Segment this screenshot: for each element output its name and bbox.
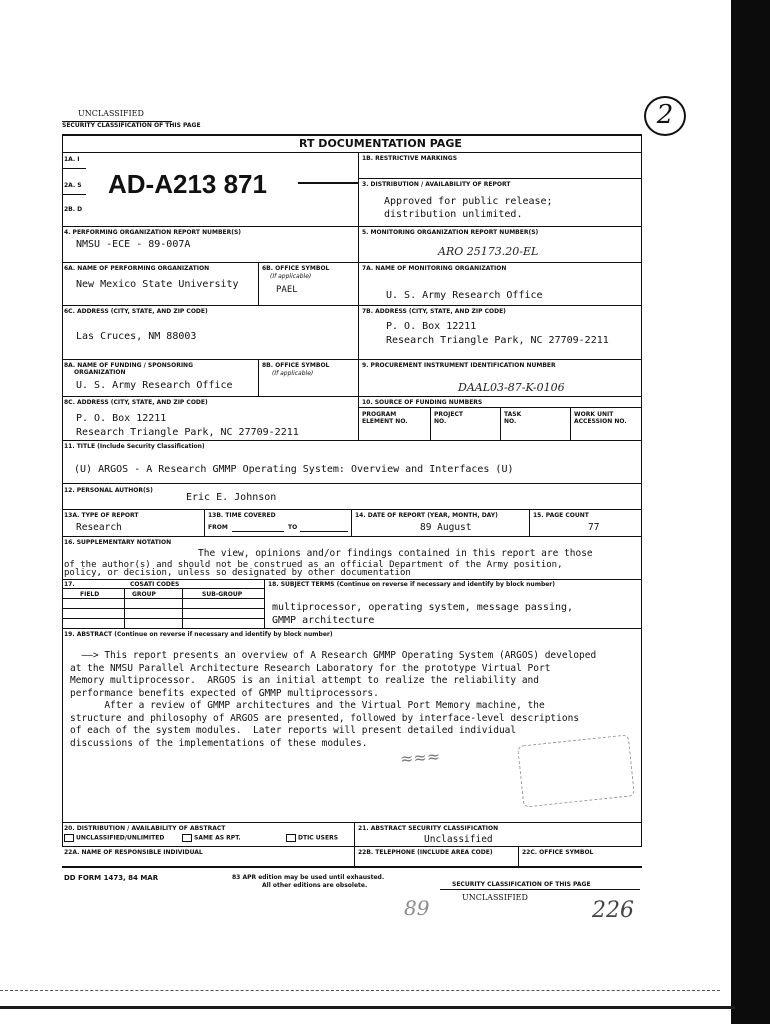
circled-number: 2 — [644, 96, 686, 136]
report-title: (U) ARGOS - A Research GMMP Operating System: Overview and Interfaces (U) — [74, 464, 514, 475]
field-3-label: 3. DISTRIBUTION / AVAILABILITY OF REPORT — [362, 181, 511, 188]
distribution-line-2: distribution unlimited. — [384, 209, 523, 220]
opt-same-as-rpt[interactable]: SAME AS RPT. — [182, 834, 241, 842]
report-date: 89 August — [420, 522, 472, 533]
monitoring-address-2: Research Triangle Park, NC 27709-2211 — [386, 335, 609, 346]
stamp-number-right: 226 — [592, 898, 634, 923]
checkbox-dtic-users[interactable] — [286, 834, 296, 842]
field-14-label: 14. DATE OF REPORT (YEAR, MONTH, DAY) — [355, 512, 498, 519]
field-18-label: 18. SUBJECT TERMS (Continue on reverse if necessary and identify by block number) — [268, 581, 556, 588]
procurement-number: DAAL03-87-K-0106 — [458, 381, 565, 394]
funding-address-2: Research Triangle Park, NC 27709-2211 — [76, 427, 299, 438]
task-header-2: NO. — [504, 418, 517, 425]
field-6c-label: 6C. ADDRESS (CITY, STATE, AND ZIP CODE) — [64, 308, 208, 315]
report-type: Research — [76, 522, 122, 533]
monitoring-address-1: P. O. Box 12211 — [386, 321, 477, 332]
form-title: RT DOCUMENTATION PAGE — [299, 137, 462, 150]
field-8a-label-2: ORGANIZATION — [74, 369, 126, 376]
time-to-label: TO — [288, 524, 298, 531]
field-6b-sub: (If applicable) — [270, 273, 312, 280]
checkbox-same-as-rpt[interactable] — [182, 834, 192, 842]
classification-label-top: SECURITY CLASSIFICATION OF THIS PAGE — [62, 122, 201, 129]
scan-dark-edge — [731, 0, 770, 1024]
supplementary-line-1: The view, opinions and/or findings contained in this report are those — [198, 548, 593, 559]
subject-terms-2: GMMP architecture — [272, 615, 375, 626]
field-13a-label: 13A. TYPE OF REPORT — [64, 512, 139, 519]
field-16-label: 16. SUPPLEMENTARY NOTATION — [64, 539, 172, 546]
performing-address: Las Cruces, NM 88003 — [76, 331, 197, 342]
program-element-header-2: ELEMENT NO. — [362, 418, 408, 425]
ad-number: AD-A213 871 — [108, 169, 267, 199]
work-unit-header: WORK UNIT — [574, 411, 614, 418]
opt-dtic-users[interactable]: DTIC USERS — [286, 834, 338, 842]
checkbox-unclassified[interactable] — [64, 834, 74, 842]
cosati-field-header: FIELD — [80, 591, 100, 598]
page-count: 77 — [588, 522, 600, 533]
scan-bottom-streak — [0, 990, 720, 991]
field-15-label: 15. PAGE COUNT — [533, 512, 589, 519]
monitoring-org: U. S. Army Research Office — [386, 290, 543, 301]
field-8b-sub: (If applicable) — [272, 370, 314, 377]
time-from-label: FROM — [208, 524, 228, 531]
field-22c-label: 22C. OFFICE SYMBOL — [522, 849, 594, 856]
field-4-label: 4. PERFORMING ORGANIZATION REPORT NUMBER(S) — [64, 229, 242, 236]
work-unit-header-2: ACCESSION NO. — [574, 418, 627, 425]
program-element-header: PROGRAM — [362, 411, 397, 418]
form-number: DD FORM 1473, 84 MAR — [64, 874, 159, 882]
field-13b-label: 13B. TIME COVERED — [208, 512, 276, 519]
supplementary-line-3: policy, or decision, unless so designated by other documentation — [64, 568, 411, 578]
stamp-number-left: 89 — [404, 896, 430, 920]
edition-note-2: All other editions are obsolete. — [262, 882, 368, 889]
field-12-label: 12. PERSONAL AUTHOR(S) — [64, 487, 153, 494]
footer-classification: UNCLASSIFIED — [462, 893, 528, 902]
task-header: TASK — [504, 411, 522, 418]
dtic-stamp-mark — [517, 734, 635, 807]
abstract-text: ——> This report presents an overview of A Research GMMP Operating System (ARGOS) developed at the NMSU Parallel Architecture Research Laboratory for the prototype Virtual Port Memory multiprocessor. ARGOS is an initial attempt to realize the reliability and performance benefits expected of GMMP multiprocessors. After a review of GMMP architectures and the Virtual Port Memory machine, the structure and philosophy of ARGOS are presented, followed by interface-level descriptions of each of the system modules. Later reports will present detailed individual discussions of the implementations of these modules. — [70, 650, 597, 749]
cosati-subgroup-header: SUB-GROUP — [202, 591, 243, 598]
subject-terms-1: multiprocessor, operating system, message passing, — [272, 602, 574, 613]
field-8b-label: 8B. OFFICE SYMBOL — [262, 362, 330, 369]
field-17-label: 17. — [64, 581, 75, 588]
field-8c-label: 8C. ADDRESS (CITY, STATE, AND ZIP CODE) — [64, 399, 208, 406]
field-22b-label: 22B. TELEPHONE (INCLUDE AREA CODE) — [358, 849, 493, 856]
field-10-label: 10. SOURCE OF FUNDING NUMBERS — [362, 399, 483, 406]
funding-org: U. S. Army Research Office — [76, 380, 233, 391]
personal-author: Eric E. Johnson — [186, 492, 277, 503]
field-9-label: 9. PROCUREMENT INSTRUMENT IDENTIFICATION NUMBER — [362, 362, 556, 369]
footer-classification-label: SECURITY CLASSIFICATION OF THIS PAGE — [452, 881, 591, 888]
field-8a-label: 8A. NAME OF FUNDING / SPONSORING — [64, 362, 193, 369]
performing-org: New Mexico State University — [76, 279, 239, 290]
supplementary-line-2: of the author(s) and should not be construed as an official Department of the Army position, — [64, 560, 563, 570]
project-header: PROJECT — [434, 411, 463, 418]
cosati-group-header: GROUP — [132, 591, 156, 598]
field-20-label: 20. DISTRIBUTION / AVAILABILITY OF ABSTRACT — [64, 825, 226, 832]
scan-bottom-edge — [0, 1006, 735, 1009]
field-2b-label: 2B. D — [64, 206, 83, 213]
field-7b-label: 7B. ADDRESS (CITY, STATE, AND ZIP CODE) — [362, 308, 506, 315]
monitoring-report-number: ARO 25173.20-EL — [438, 245, 539, 258]
project-header-2: NO. — [434, 418, 447, 425]
funding-address-1: P. O. Box 12211 — [76, 413, 167, 424]
distribution-line-1: Approved for public release; — [384, 196, 553, 207]
office-symbol: PAEL — [276, 285, 298, 295]
cosati-codes-label: COSATI CODES — [130, 581, 180, 588]
field-6b-label: 6B. OFFICE SYMBOL — [262, 265, 330, 272]
opt-unclassified[interactable]: UNCLASSIFIED/UNLIMITED — [64, 834, 164, 842]
field-1b-label: 1B. RESTRICTIVE MARKINGS — [362, 155, 458, 162]
field-22a-label: 22A. NAME OF RESPONSIBLE INDIVIDUAL — [64, 849, 203, 856]
report-number: NMSU -ECE - 89-007A — [76, 239, 191, 250]
field-5-label: 5. MONITORING ORGANIZATION REPORT NUMBER(S) — [362, 229, 539, 236]
field-19-label: 19. ABSTRACT (Continue on reverse if necessary and identify by block number) — [64, 631, 333, 638]
field-7a-label: 7A. NAME OF MONITORING ORGANIZATION — [362, 265, 507, 272]
edition-note-1: 83 APR edition may be used until exhausted. — [232, 874, 385, 881]
field-1a-label: 1A. I — [64, 156, 80, 163]
field-6a-label: 6A. NAME OF PERFORMING ORGANIZATION — [64, 265, 210, 272]
field-21-label: 21. ABSTRACT SECURITY CLASSIFICATION — [358, 825, 499, 832]
abstract-classification: Unclassified — [424, 834, 493, 845]
field-2a-label: 2A. S — [64, 182, 82, 189]
field-11-label: 11. TITLE (Include Security Classification) — [64, 443, 205, 450]
classification-top: UNCLASSIFIED — [78, 109, 144, 118]
